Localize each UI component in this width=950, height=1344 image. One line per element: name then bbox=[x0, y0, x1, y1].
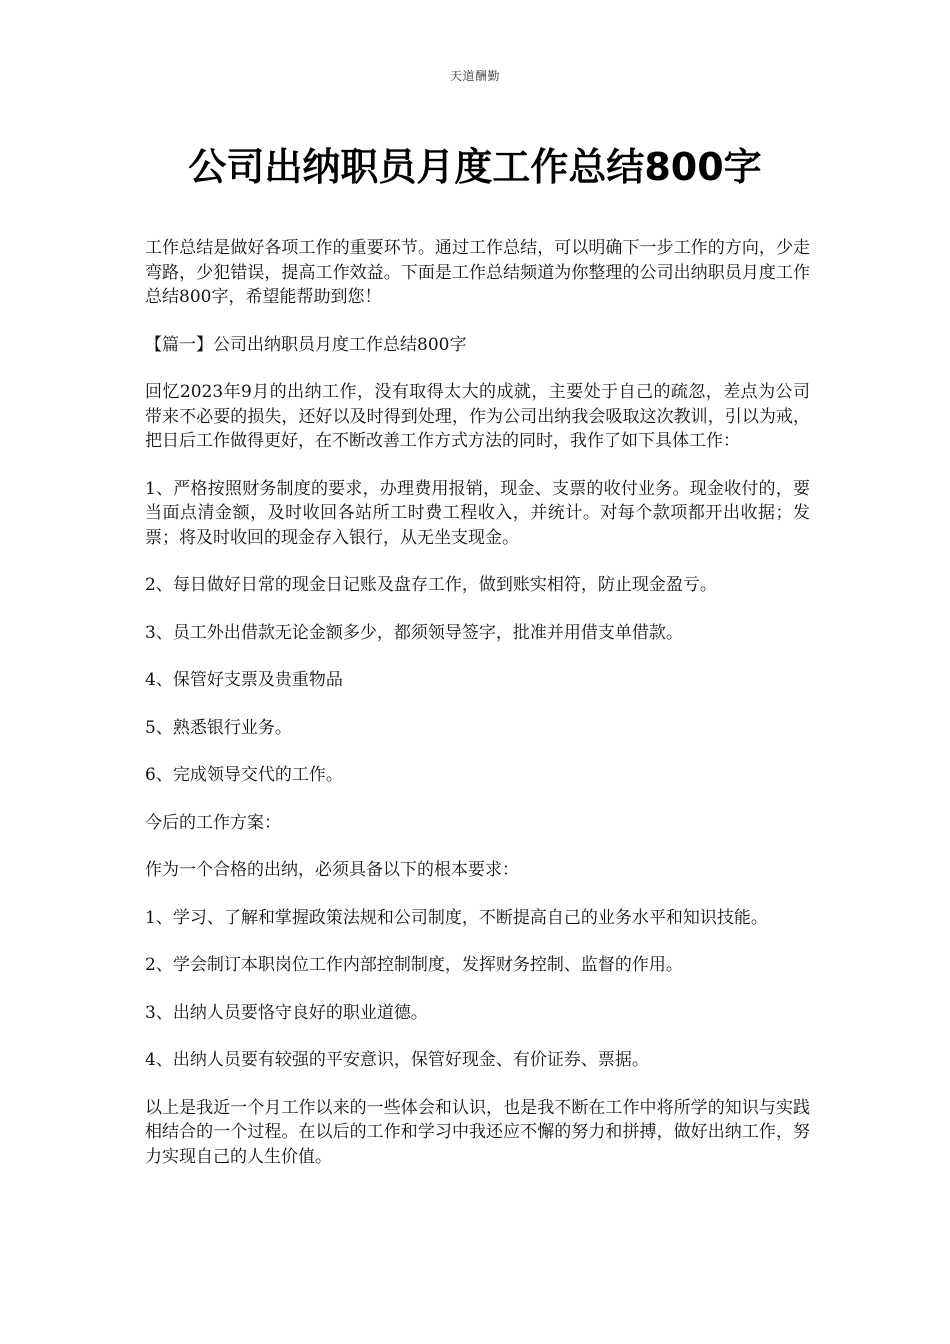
plan-intro: 作为一个合格的出纳，必须具备以下的根本要求： bbox=[145, 860, 519, 880]
work-item: 4、保管好支票及贵重物品 bbox=[145, 670, 343, 690]
requirement-item: 2、学会制订本职岗位工作内部控制制度，发挥财务控制、监督的作用。 bbox=[145, 955, 683, 975]
document-title: 公司出纳职员月度工作总结800字 bbox=[188, 145, 762, 190]
section-heading: 【篇一】公司出纳职员月度工作总结800字 bbox=[145, 334, 467, 355]
work-item: 3、员工外出借款无论金额多少，都须领导签字，批准并用借支单借款。 bbox=[145, 622, 683, 643]
document-body bbox=[145, 236, 810, 1192]
work-item: 6、完成领导交代的工作。 bbox=[145, 765, 343, 785]
work-item: 2、每日做好日常的现金日记账及盘存工作，做到账实相符，防止现金盈亏。 bbox=[145, 575, 717, 595]
work-item: 5、熟悉银行业务。 bbox=[145, 717, 292, 738]
intro-paragraph: 工作总结是做好各项工作的重要环节。通过工作总结，可以明确下一步工作的方向，少走弯路，少犯错误，提高工作效益。下面是工作总结频道为你整理的公司出纳职员月度工作总结800字，希望能帮助到您！ bbox=[145, 238, 810, 307]
page-header: 天道酬勤 bbox=[449, 69, 500, 83]
requirement-item: 1、学习、了解和掌握政策法规和公司制度，不断提高自己的业务水平和知识技能。 bbox=[145, 907, 768, 928]
plan-heading: 今后的工作方案： bbox=[145, 812, 281, 833]
review-paragraph: 回忆2023年9月的出纳工作，没有取得太大的成就，主要处于自己的疏忽，差点为公司带来不必要的损失，还好以及时得到处理，作为公司出纳我会吸取这次教训，引以为戒，把日后工作做得更好，在不断改善工作方式方法的同时，我作了如下具体工作： bbox=[145, 382, 810, 451]
requirement-item: 4、出纳人员要有较强的平安意识，保管好现金、有价证券、票据。 bbox=[145, 1050, 649, 1070]
work-item: 1、严格按照财务制度的要求，办理费用报销，现金、支票的收付业务。现金收付的，要当面点清金额，及时收回各站所工时费工程收入，并统计。对每个款项都开出收据；发票；将及时收回的现金存入银行，从无坐支现金。 bbox=[145, 478, 810, 548]
requirement-item: 3、出纳人员要恪守良好的职业道德。 bbox=[145, 1002, 428, 1023]
conclusion-paragraph: 以上是我近一个月工作以来的一些体会和认识，也是我不断在工作中将所学的知识与实践相结合的一个过程。在以后的工作和学习中我还应不懈的努力和拼搏，做好出纳工作，努力实现自己的人生价值。 bbox=[145, 1097, 810, 1167]
